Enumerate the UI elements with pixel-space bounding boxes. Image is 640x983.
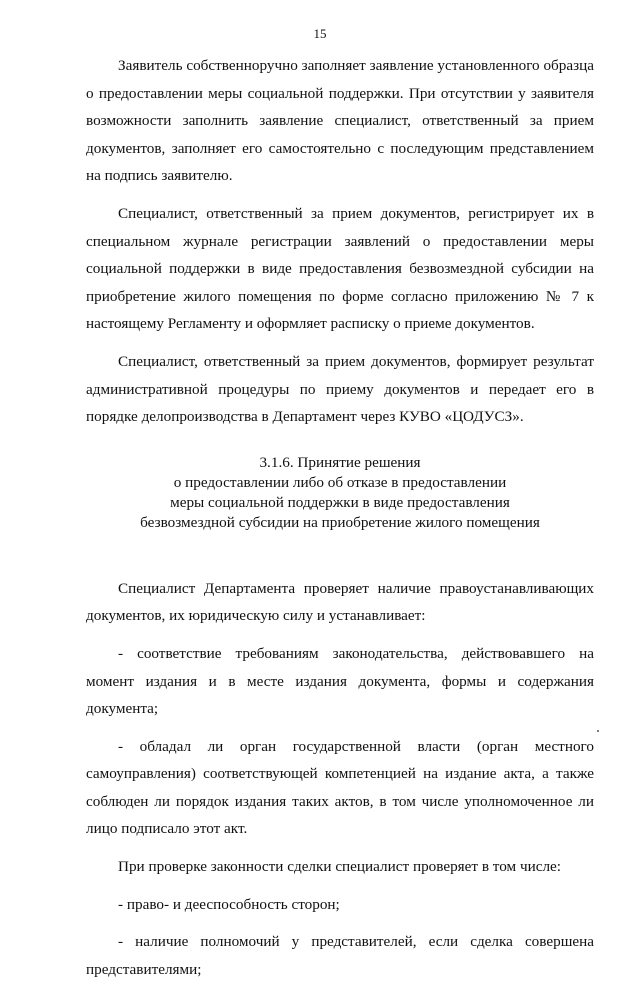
paragraph-department-checks: Специалист Департамента проверяет наличие правоустанавливающих документов, их юридическую силу и устанавливает: xyxy=(86,579,594,625)
paragraph-registration: Специалист, ответственный за прием документов, регистрирует их в специальном журнале регистрации заявлений о предоставлении меры социальной поддержки в виде предоставления безвозмездной субсидии на приобретение жилого помещения по форме согласно приложению № 7 к настоящему Регламенту и оформляет расписку о приеме документов. xyxy=(86,204,594,333)
list-item-representatives-authority: - наличие полномочий у представителей, если сделка совершена представителями; xyxy=(86,933,594,978)
list-item-legislation-compliance: - соответствие требованиям законодательства, действовавшего на момент издания и в месте издания документа, формы и содержания документа; xyxy=(86,644,594,718)
document-body xyxy=(86,52,594,983)
section-heading-line-3: меры социальной поддержки в виде предоставления xyxy=(170,493,510,511)
section-heading-line-1: 3.1.6. Принятие решения xyxy=(259,453,421,471)
list-item-parties-capacity: - право- и дееспособность сторон; xyxy=(118,895,340,913)
section-heading xyxy=(86,453,594,533)
section-heading-line-2: о предоставлении либо об отказе в предоставлении xyxy=(173,473,507,491)
page-number: 15 xyxy=(313,26,327,41)
paragraph-applicant-fills-form: Заявитель собственноручно заполняет заявление установленного образца о предоставлении меры социальной поддержки. При отсутствии у заявителя возможности заполнить заявление специалист, ответственный за прием документов, заполняет его самостоятельно с последующим представлением на подпись заявителю. xyxy=(86,57,594,185)
paragraph-deal-legality: При проверке законности сделки специалист проверяет в том числе: xyxy=(118,858,561,876)
list-item-authority-competence: - обладал ли орган государственной власти (орган местного самоуправления) соответствующей компетенцией на издание акта, а также соблюден ли порядок издания таких актов, в том числе уполномоченное ли лицо подписало этот акт. xyxy=(86,737,594,838)
paragraph-transfer-result: Специалист, ответственный за прием документов, формирует результат административной процедуры по приему документов и передает его в порядке делопроизводства в Департамент через КУВО «ЦОДУСЗ». xyxy=(86,352,594,426)
scan-artifact xyxy=(597,730,599,732)
section-heading-line-4: безвозмездной субсидии на приобретение жилого помещения xyxy=(140,513,540,531)
